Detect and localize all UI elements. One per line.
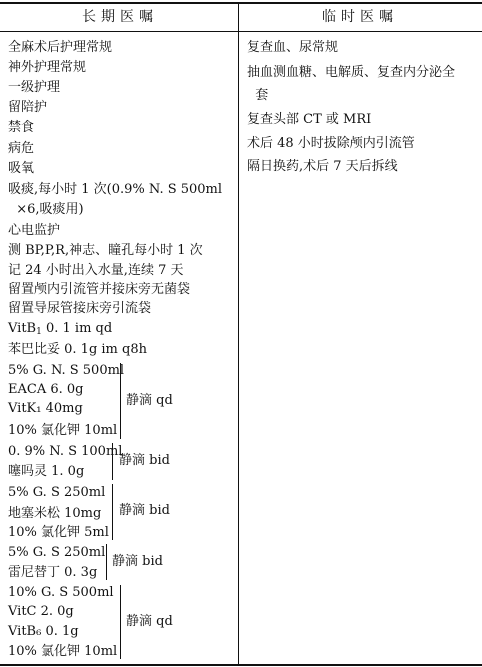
vitb1-dose: 0. 1 im qd [41, 321, 113, 336]
order-line: 全麻术后护理常规 [8, 40, 113, 55]
order-line: 心电监护 [8, 223, 61, 238]
group-item: 5% G. N. S 500ml [8, 363, 125, 378]
group-item: 10% 氯化钾 10ml [8, 644, 118, 659]
order-line: 神外护理常规 [8, 60, 87, 75]
group-item: 10% G. S 500ml [8, 585, 114, 600]
group-item: 10% 氯化钾 5ml [8, 525, 109, 540]
vitb1-subscript: 1 [36, 327, 42, 337]
temp-order-line: 术后 48 小时拔除颅内引流管 [247, 136, 415, 151]
top-rule [0, 2, 482, 4]
order-line: 留置颅内引流管并接床旁无菌袋 [8, 282, 191, 297]
group-route: 静滴 qd [126, 393, 173, 408]
order-line-vitb1 [8, 320, 112, 341]
temp-order-line: 复查血、尿常规 [247, 40, 339, 55]
group-route: 静滴 bid [112, 554, 163, 569]
group-item: VitC 2. 0g [8, 604, 74, 619]
order-line: 吸氧 [8, 161, 35, 176]
group-bracket [112, 443, 119, 480]
group-item: 噻吗灵 1. 0g [8, 464, 85, 479]
group-item: EACA 6. 0g [8, 382, 84, 397]
group-item: 雷尼替丁 0. 3g [8, 565, 98, 580]
group-item: 0. 9% N. S 100ml [8, 444, 123, 459]
order-line: 记 24 小时出入水量,连续 7 天 [8, 263, 184, 278]
group-item: 5% G. S 250ml [8, 545, 106, 560]
header-long-term: 长期医嘱 [82, 9, 158, 25]
vitb1-name: VitB [8, 321, 37, 336]
order-line: 病危 [8, 141, 35, 156]
temp-order-line: 隔日换药,术后 7 天后拆线 [247, 159, 398, 174]
order-line: 苯巴比妥 0. 1g im q8h [8, 342, 147, 357]
order-line: 禁食 [8, 120, 35, 135]
group-route: 静滴 qd [126, 614, 173, 629]
temp-order-line: 套 [247, 88, 269, 103]
group-item: VitB₆ 0. 1g [8, 624, 79, 639]
column-divider [238, 3, 239, 665]
order-line: 留置导尿管接床旁引流袋 [8, 301, 152, 316]
order-line: ×6,吸痰用) [8, 202, 84, 217]
group-item: 5% G. S 250ml [8, 485, 106, 500]
group-route: 静滴 bid [119, 453, 170, 468]
order-line: 一级护理 [8, 80, 61, 95]
header-rule [0, 31, 482, 32]
temp-order-line: 抽血测血糖、电解质、复查内分泌全 [247, 65, 456, 80]
order-line: 测 BP,P,R,神志、瞳孔每小时 1 次 [8, 243, 203, 258]
group-bracket [112, 484, 119, 540]
temp-order-line: 复查头部 CT 或 MRI [247, 112, 372, 127]
group-item: VitK₁ 40mg [8, 401, 83, 416]
order-line: 吸痰,每小时 1 次(0.9% N. S 500ml [8, 182, 223, 197]
group-route: 静滴 bid [119, 503, 170, 518]
bottom-rule [0, 664, 482, 666]
group-item: 10% 氯化钾 10ml [8, 423, 118, 438]
order-line: 留陪护 [8, 100, 48, 115]
header-temporary: 临时医嘱 [322, 9, 398, 25]
group-item: 地塞米松 10mg [8, 506, 102, 521]
